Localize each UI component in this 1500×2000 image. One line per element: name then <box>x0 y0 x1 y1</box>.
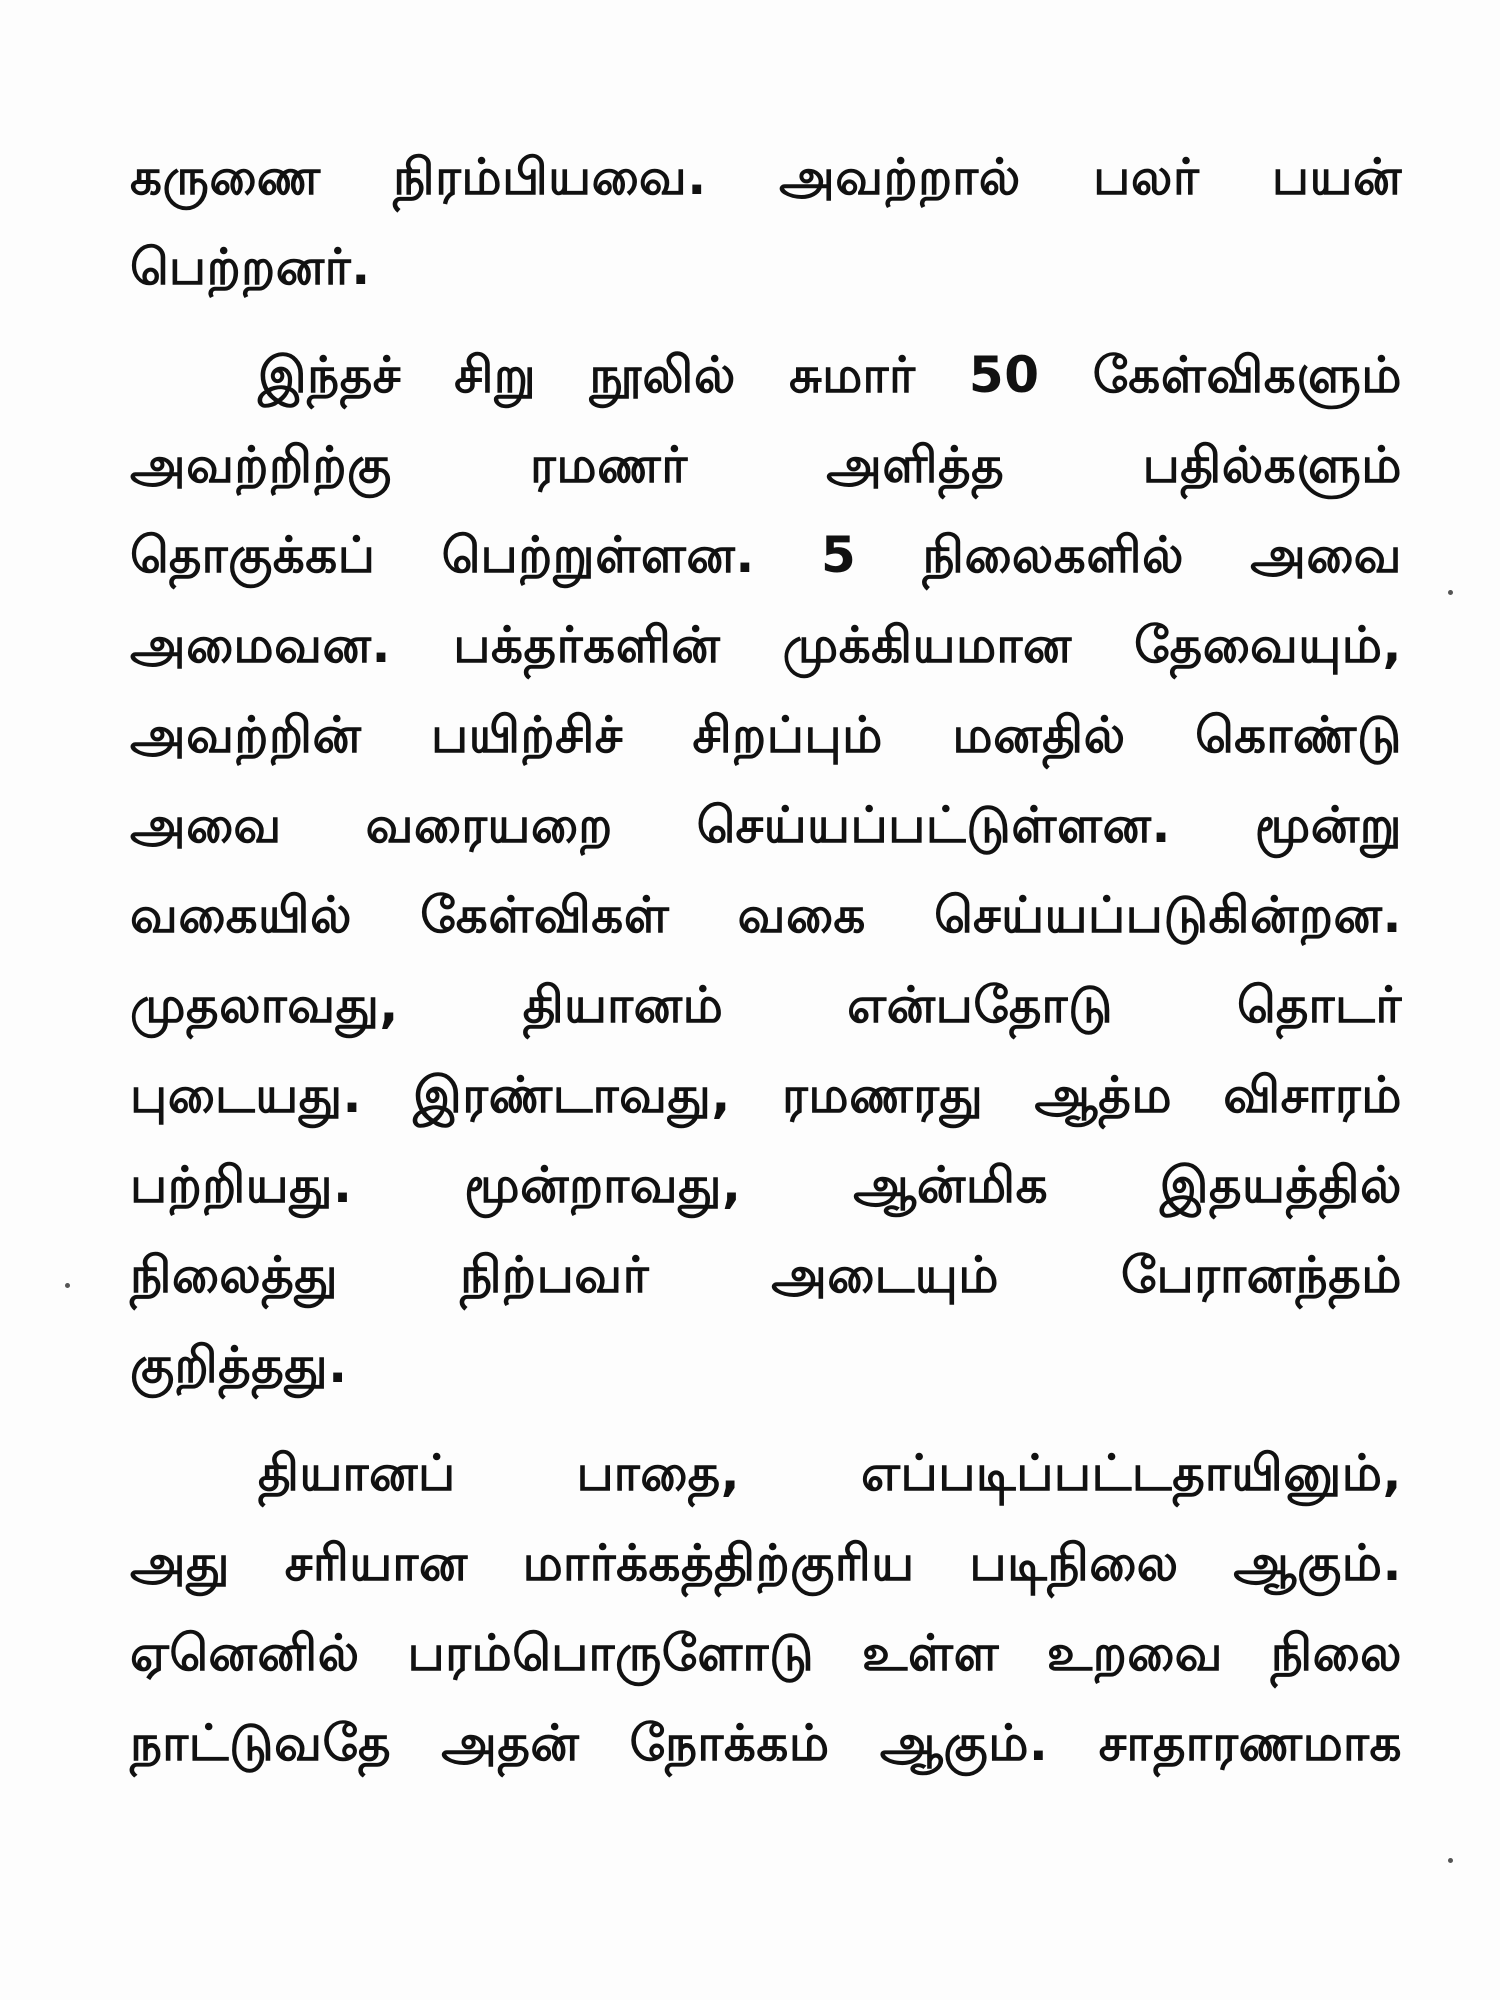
text-line <box>130 436 1402 526</box>
word: 5 <box>821 526 857 584</box>
word: பெற்றனர். <box>130 238 371 296</box>
word: புடையது. <box>130 1066 363 1124</box>
word: பேரானந்தம் <box>1120 1246 1402 1304</box>
word: ஆகும். <box>1233 1534 1402 1592</box>
text-line <box>130 796 1402 886</box>
word: தியானம் <box>522 976 724 1034</box>
word: முதலாவது, <box>130 976 399 1034</box>
word: ஆகும். <box>879 1714 1049 1772</box>
word: இந்தச் <box>258 346 401 404</box>
word: இரண்டாவது, <box>413 1066 731 1124</box>
word: கேள்விகளும் <box>1092 346 1402 404</box>
word: தொடர் <box>1236 976 1402 1034</box>
word: படிநிலை <box>969 1534 1179 1592</box>
word: பதில்களும் <box>1142 436 1402 494</box>
word: தொகுக்கப் <box>130 526 376 584</box>
text-line <box>130 1534 1402 1624</box>
word: நோக்கம் <box>629 1714 830 1772</box>
word: ஆன்மிக <box>853 1156 1049 1214</box>
scan-speck <box>1448 590 1453 595</box>
word: பரம்பொருளோடு <box>407 1624 815 1682</box>
word: அவை <box>1250 526 1402 584</box>
page-text <box>130 148 1402 1804</box>
word: பற்றியது. <box>130 1156 353 1214</box>
word: ரமணரது <box>782 1066 984 1124</box>
word: ஆத்ம <box>1034 1066 1173 1124</box>
word: அடையும் <box>771 1246 999 1304</box>
word: விசாரம் <box>1223 1066 1402 1124</box>
text-line <box>130 886 1402 976</box>
word: கொண்டு <box>1195 706 1402 764</box>
text-line <box>130 148 1402 238</box>
text-line <box>130 706 1402 796</box>
word: பெற்றுள்ளன. <box>441 526 755 584</box>
word: என்பதோடு <box>847 976 1114 1034</box>
paragraph <box>130 1444 1402 1804</box>
text-line <box>130 526 1402 616</box>
paragraph <box>130 346 1402 1426</box>
word: பயன் <box>1271 148 1402 206</box>
word: முக்கியமான <box>782 616 1072 674</box>
word: மூன்றாவது, <box>464 1156 742 1214</box>
word: சாதாரணமாக <box>1098 1714 1402 1772</box>
text-line <box>130 1444 1402 1534</box>
word: வகை <box>737 886 866 944</box>
scan-speck <box>65 1283 70 1288</box>
word: பாதை, <box>576 1444 741 1502</box>
word: நிலை <box>1270 1624 1402 1682</box>
word: நிலைகளில் <box>922 526 1185 584</box>
word: அதன் <box>441 1714 580 1772</box>
word: அவற்றிற்கு <box>130 436 392 494</box>
scan-speck <box>1448 1858 1453 1863</box>
word: சிறப்பும் <box>692 706 883 764</box>
word: உள்ள <box>861 1624 1000 1682</box>
text-line <box>130 1336 1402 1426</box>
word: பலர் <box>1093 148 1200 206</box>
word: அவற்றின் <box>130 706 362 764</box>
word: நாட்டுவதே <box>130 1714 392 1772</box>
word: சிறு <box>454 346 537 404</box>
word: தேவையும், <box>1134 616 1402 674</box>
text-line <box>130 1714 1402 1804</box>
word: கேள்விகள் <box>420 886 670 944</box>
word: மூன்று <box>1254 796 1402 854</box>
word: கருணை <box>130 148 321 206</box>
word: அது <box>130 1534 230 1592</box>
word: வரையறை <box>365 796 613 854</box>
word: குறித்தது. <box>130 1336 348 1394</box>
word: ஏனெனில் <box>130 1624 360 1682</box>
word: செய்யப்பட்டுள்ளன. <box>696 796 1172 854</box>
text-line <box>130 976 1402 1066</box>
word: நூலில் <box>589 346 736 404</box>
word: செய்யப்படுகின்றன. <box>934 886 1402 944</box>
word: நிரம்பியவை. <box>393 148 707 206</box>
word: மனதில் <box>952 706 1126 764</box>
text-line <box>130 1246 1402 1336</box>
word: பயிற்சிச் <box>431 706 623 764</box>
word: ரமணர் <box>530 436 688 494</box>
word: அமைவன. <box>130 616 391 674</box>
paragraph-gap <box>130 1426 1402 1444</box>
word: தியானப் <box>258 1444 456 1502</box>
text-line <box>130 346 1402 436</box>
word: அளித்த <box>826 436 1005 494</box>
text-line <box>130 1066 1402 1156</box>
word: பக்தர்களின் <box>453 616 721 674</box>
paragraph-gap <box>130 328 1402 346</box>
paragraph <box>130 148 1402 328</box>
word: அவை <box>130 796 282 854</box>
word: வகையில் <box>130 886 352 944</box>
text-line <box>130 1156 1402 1246</box>
word: எப்படிப்பட்டதாயினும், <box>861 1444 1402 1502</box>
word: 50 <box>968 346 1040 404</box>
word: இதயத்தில் <box>1159 1156 1402 1214</box>
text-line <box>130 1624 1402 1714</box>
word: அவற்றால் <box>779 148 1021 206</box>
text-line <box>130 238 1402 328</box>
text-line <box>130 616 1402 706</box>
word: சுமார் <box>789 346 916 404</box>
word: நிலைத்து <box>130 1246 339 1304</box>
word: உறவை <box>1046 1624 1223 1682</box>
word: மார்க்கத்திற்குரிய <box>522 1534 915 1592</box>
word: சரியான <box>284 1534 468 1592</box>
word: நிற்பவர் <box>460 1246 650 1304</box>
